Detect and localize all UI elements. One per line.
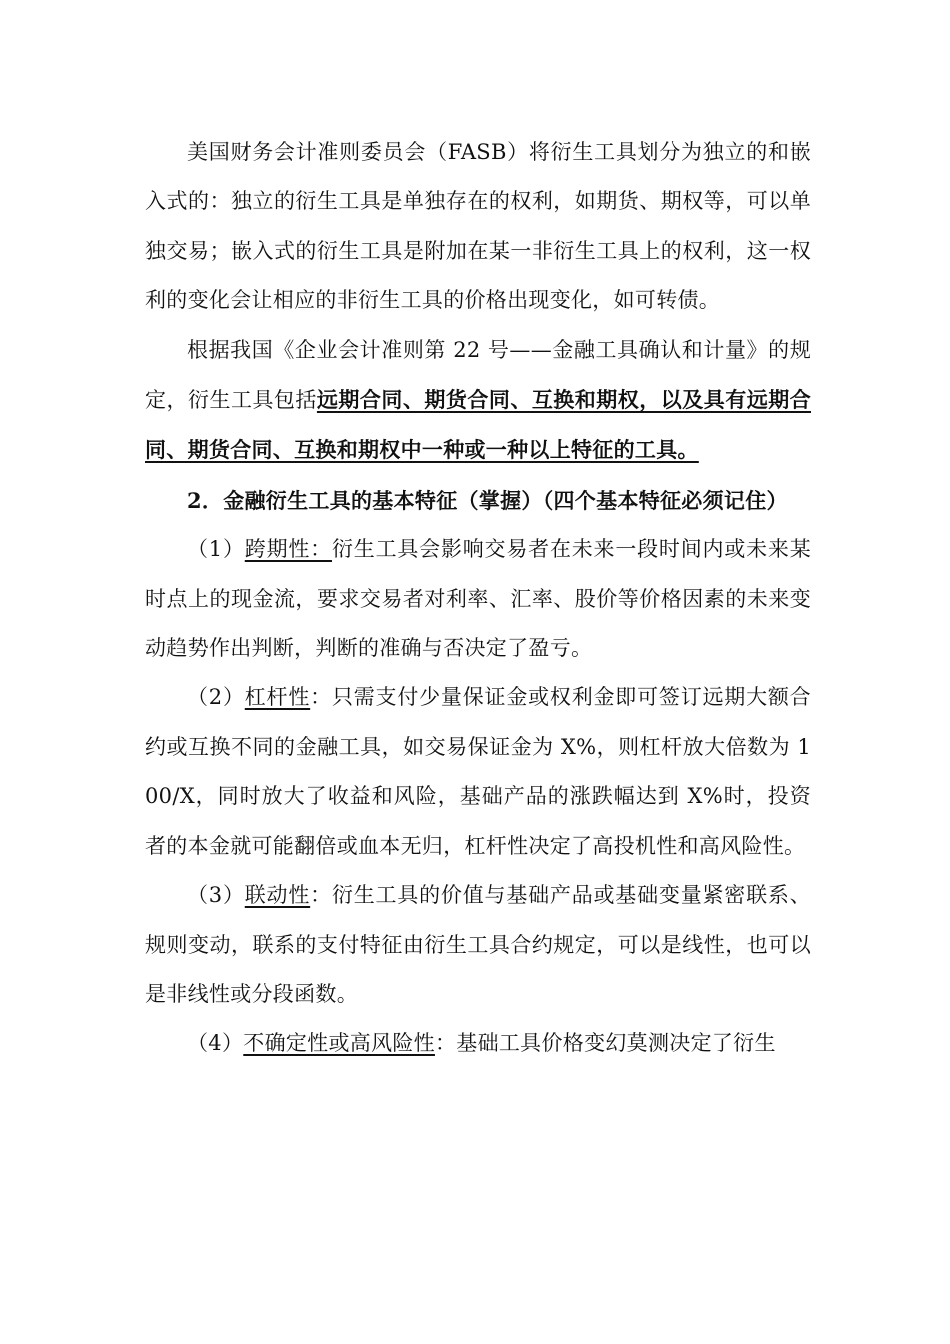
paragraph-fasb-classification <box>145 128 811 326</box>
emphasized-definition: 远期合同、期货合同、互换和期权，以及具有远期合同、期货合同、互换和期权中一种或一种以上特征的工具。 <box>145 387 811 463</box>
list-item-feature-3 <box>145 871 811 1019</box>
item-text: 只需支付少量保证金或权利金即可签订远期大额合约或互换不同的金融工具，如交易保证金为 X%，则杠杆放大倍数为 100/X，同时放大了收益和风险，基础产品的涨跌幅达到 X%时，投资者的本金就可能翻倍或血本无归，杠杆性决定了高投机性和高风险性。 <box>145 685 811 858</box>
item-separator: ： <box>310 685 332 710</box>
item-number: （4） <box>187 1031 244 1056</box>
document-page <box>145 128 811 1069</box>
heading-text: 2．金融衍生工具的基本特征（掌握）（四个基本特征必须记住） <box>187 487 788 513</box>
item-text: 衍生工具会影响交易者在未来一段时间内或未来某时点上的现金流，要求交易者对利率、汇率、股价等价格因素的未来变动趋势作出判断，判断的准确与否决定了盈亏。 <box>145 537 812 661</box>
list-item-feature-4 <box>145 1019 811 1068</box>
item-text: 衍生工具的价值与基础产品或基础变量紧密联系、规则变动，联系的支付特征由衍生工具合约规定，可以是线性，也可以是非线性或分段函数。 <box>145 883 811 1006</box>
item-separator: ： <box>434 1031 457 1056</box>
item-number: （1） <box>187 537 245 562</box>
list-item-feature-1 <box>145 525 811 673</box>
paragraph-text: 美国财务会计准则委员会（FASB）将衍生工具划分为独立的和嵌入式的：独立的衍生工具是单独存在的权利，如期货、期权等，可以单独交易；嵌入式的衍生工具是附加在某一非衍生工具上的权利，这一权利的变化会让相应的非衍生工具的价格出现变化，如可转债。 <box>145 140 811 313</box>
item-number: （2） <box>187 685 245 710</box>
item-separator: ： <box>310 883 332 908</box>
item-number: （3） <box>187 883 245 908</box>
item-term: 不确定性或高风险性 <box>243 1031 435 1056</box>
list-item-feature-2 <box>145 673 811 871</box>
paragraph-text: 根据我国《企业会计准则第 22 号——金融工具确认和计量》的规定，衍生工具包括 <box>145 337 811 413</box>
item-text: 基础工具价格变幻莫测决定了衍生 <box>456 1031 776 1056</box>
item-term: 杠杆性 <box>244 685 311 710</box>
item-term: 跨期性： <box>244 537 332 562</box>
section-heading <box>145 476 811 525</box>
item-term: 联动性 <box>244 883 311 908</box>
paragraph-accounting-standard <box>145 326 811 476</box>
